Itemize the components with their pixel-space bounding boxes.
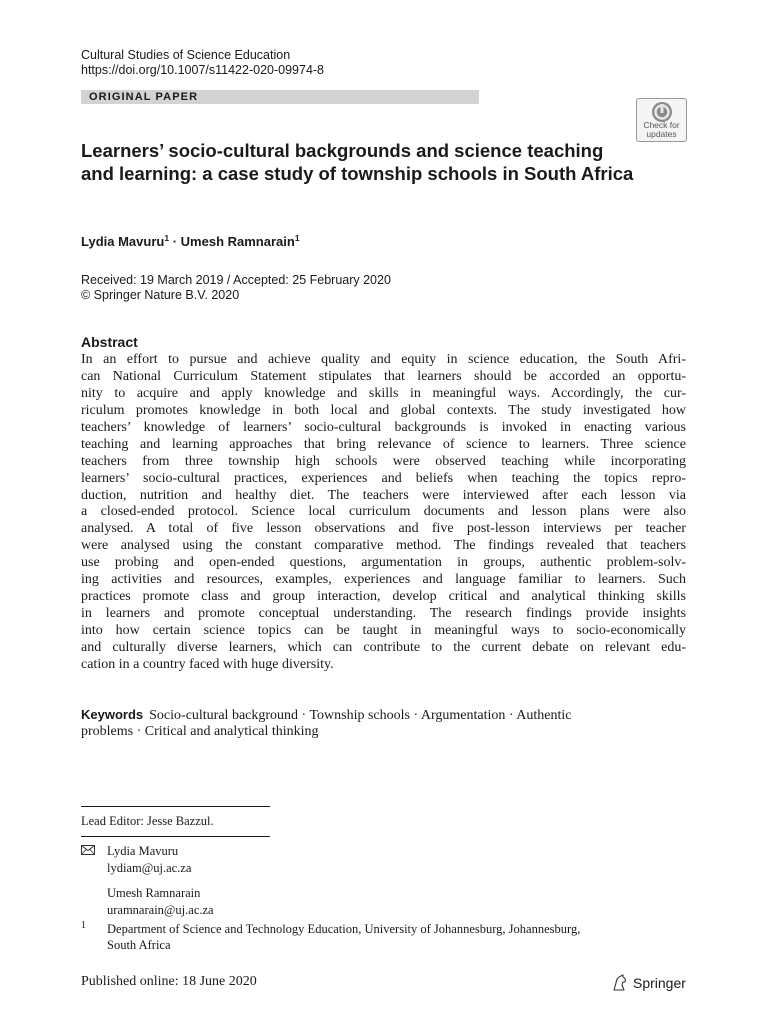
- abstract-line: In an effort to pursue and achieve quality and equity in science education, the South Afri-: [81, 352, 686, 367]
- abstract-line: can National Curriculum Statement stipulates that learners should be accorded an opportu-: [81, 368, 686, 384]
- abstract-line: practices promote class and group interaction, develop critical and analytical thinking skills: [81, 589, 686, 605]
- affiliation-number: 1: [81, 920, 86, 931]
- journal-name: Cultural Studies of Science Education: [81, 48, 291, 62]
- author-affiliation-marker: 1: [294, 233, 300, 243]
- abstract-line: duction, nutrition and healthy diet. The teachers were interviewed after each lesson via: [81, 487, 686, 503]
- doi-link[interactable]: https://doi.org/10.1007/s11422-020-09974-8: [81, 63, 325, 77]
- affiliation: [107, 921, 580, 953]
- abstract-line: teachers’ knowledge of learners’ socio-cultural backgrounds is invoked in enacting various: [81, 419, 686, 435]
- publication-dates: [81, 273, 391, 303]
- affiliation-text: Department of Science and Technology Education, University of Johannesburg, Johannesburg,: [107, 922, 581, 936]
- footnote-divider: [81, 836, 270, 837]
- paper-title: Learners’ socio-cultural backgrounds and science teaching and learning: a case study of township schools in South Africa: [81, 140, 634, 184]
- abstract-line: analysed. A total of five lesson observations and five post-lesson interviews per teacher: [81, 521, 686, 537]
- keywords-text: problems · Critical and analytical thinking: [81, 724, 319, 739]
- affiliation-text: South Africa: [107, 938, 171, 952]
- keywords-section: [81, 706, 686, 740]
- paper-type-label: ORIGINAL PAPER: [89, 91, 199, 103]
- author-list: [81, 233, 300, 249]
- abstract-line: a closed-ended protocol. Science local curriculum documents and lesson plans were also: [81, 504, 686, 520]
- envelope-icon: [81, 845, 95, 855]
- abstract-line: learners’ socio-cultural practices, experiences and beliefs when teaching the topics repro-: [81, 470, 686, 486]
- contact-name: Lydia Mavuru: [107, 844, 179, 858]
- published-online-date: Published online: 18 June 2020: [81, 974, 257, 989]
- abstract-body: [81, 352, 686, 674]
- springer-horse-icon: [611, 974, 629, 992]
- contact-email[interactable]: lydiam@uj.ac.za: [107, 861, 192, 875]
- author-affiliation-marker: 1: [164, 233, 170, 243]
- author-name[interactable]: Lydia Mavuru: [81, 234, 165, 249]
- abstract-line: use probing and open-ended questions, argumentation in groups, authentic problem-solv-: [81, 555, 686, 571]
- corresponding-contacts: [107, 843, 214, 919]
- keywords-label: Keywords: [81, 707, 144, 722]
- abstract-line: were analysed using the constant comparative method. The findings revealed that teachers: [81, 538, 686, 554]
- abstract-line: and culturally diverse learners, which can contribute to the current debate on relevant edu-: [81, 639, 686, 655]
- footnote-divider: [81, 806, 270, 807]
- lead-editor-note: Lead Editor: Jesse Bazzul.: [81, 814, 214, 828]
- journal-header: [81, 48, 324, 78]
- received-accepted-dates: Received: 19 March 2019 / Accepted: 25 February 2020: [81, 273, 391, 287]
- abstract-line: ing activities and resources, examples, experiences and language familiar to learners. Such: [81, 572, 686, 588]
- abstract-line: riculum promotes knowledge in both local and global contexts. The study investigated how: [81, 402, 686, 418]
- abstract-line: cation in a country faced with huge diversity.: [81, 656, 334, 672]
- author-name[interactable]: Umesh Ramnarain: [180, 234, 295, 249]
- contact-email[interactable]: uramnarain@uj.ac.za: [107, 903, 214, 917]
- keywords-text: Socio-cultural background · Township schools · Argumentation · Authentic: [149, 708, 572, 723]
- check-for-updates-badge[interactable]: [636, 98, 687, 142]
- copyright-notice: © Springer Nature B.V. 2020: [81, 288, 240, 302]
- abstract-line: nity to acquire and apply knowledge and skills in meaningful ways. Accordingly, the cur-: [81, 385, 686, 401]
- paper-type-banner: [81, 90, 479, 104]
- abstract-line: teachers from three township high schools were observed teaching while incorporating: [81, 453, 686, 469]
- contact-name: Umesh Ramnarain: [107, 886, 201, 900]
- check-updates-text: Check for updates: [643, 120, 680, 139]
- abstract-line: in learners and promote conceptual understanding. The research findings provide insights: [81, 606, 686, 622]
- author-separator: ·: [172, 234, 178, 249]
- abstract-line: into how certain science topics can be taught in meaningful ways to socio-economically: [81, 623, 686, 638]
- abstract-line: teaching and learning approaches that bring relevance of science to learners. Three science: [81, 436, 686, 452]
- publisher-name: Springer: [633, 975, 686, 991]
- abstract-heading: Abstract: [81, 334, 138, 350]
